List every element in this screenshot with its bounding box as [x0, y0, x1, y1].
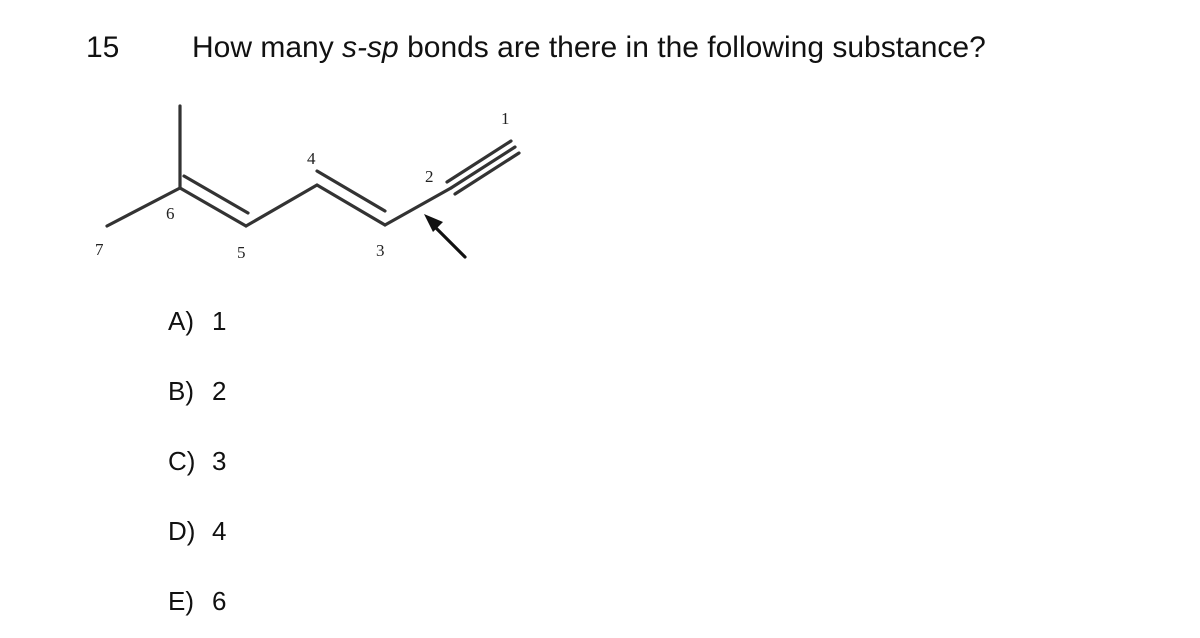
- option-value: 2: [212, 376, 227, 406]
- pointer-arrow-icon: [424, 214, 465, 257]
- atom-label-4: 4: [307, 149, 316, 168]
- question-number: 15: [86, 31, 120, 64]
- question-text-part1: How many: [192, 31, 343, 64]
- option-value: 6: [212, 586, 227, 616]
- question-text-emphasis: s-sp: [342, 31, 399, 64]
- option-letter: E): [168, 586, 194, 616]
- bond-c5-c4: [246, 185, 317, 226]
- option-a[interactable]: [168, 306, 226, 336]
- bond-c2-c1-c: [455, 153, 519, 194]
- bond-c2-c1-a: [451, 147, 515, 188]
- option-letter: D): [168, 516, 196, 546]
- atom-label-5: 5: [237, 243, 246, 262]
- bond-c3-c2: [385, 188, 451, 225]
- bond-c2-c1-b: [447, 141, 511, 182]
- atom-label-7: 7: [95, 240, 104, 259]
- option-value: 3: [212, 446, 227, 476]
- atom-label-2: 2: [425, 167, 434, 186]
- atom-label-6: 6: [166, 204, 175, 223]
- option-value: 1: [212, 306, 227, 336]
- option-e[interactable]: [168, 586, 226, 616]
- option-c[interactable]: [168, 446, 226, 476]
- option-letter: B): [168, 376, 194, 406]
- option-b[interactable]: [168, 376, 226, 406]
- option-value: 4: [212, 516, 227, 546]
- option-letter: C): [168, 446, 196, 476]
- option-d[interactable]: [168, 516, 226, 546]
- skeletal-structure-diagram: [0, 0, 620, 280]
- question-text-part2: bonds are there in the following substance?: [398, 31, 986, 64]
- atom-label-3: 3: [376, 241, 385, 260]
- atom-label-1: 1: [501, 109, 510, 128]
- option-letter: A): [168, 306, 194, 336]
